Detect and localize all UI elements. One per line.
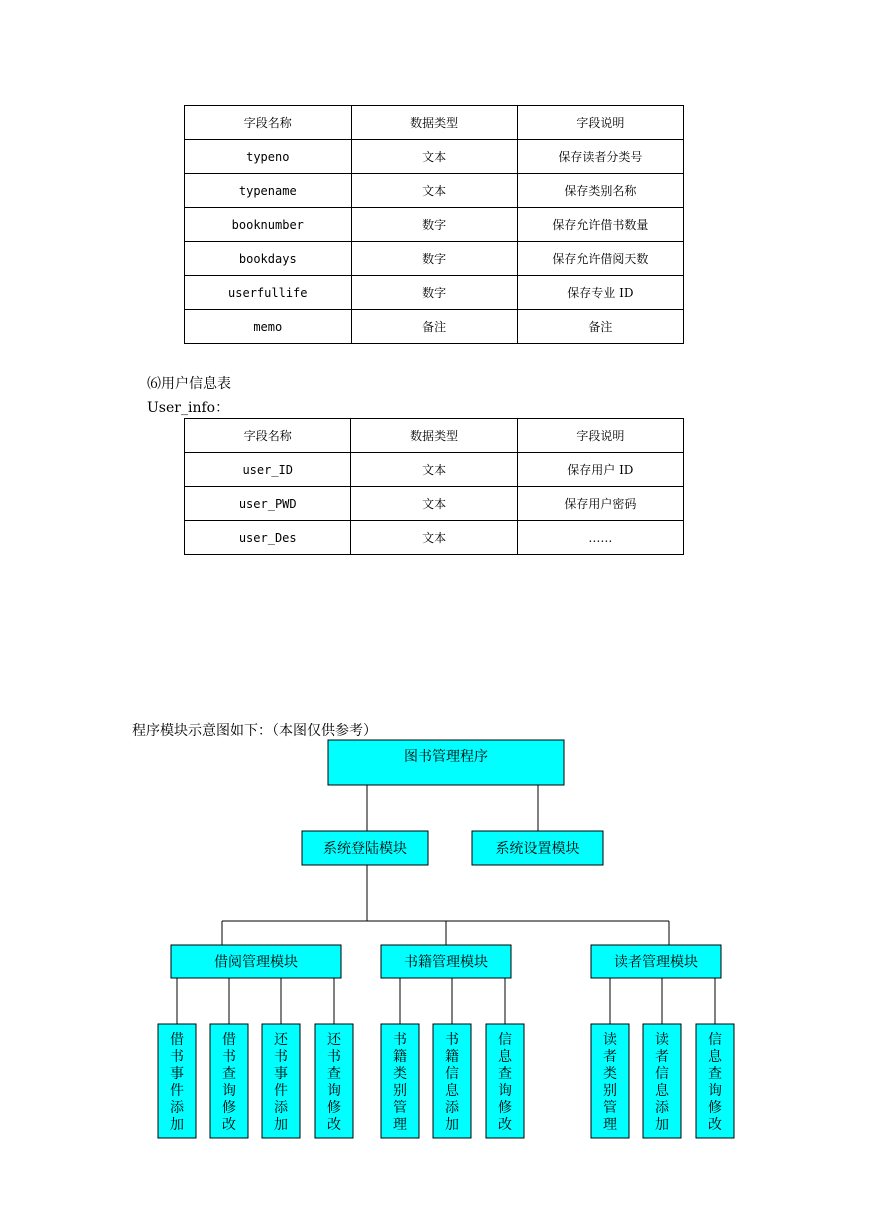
leaf-module-label: 借书查询修改 <box>222 1032 236 1133</box>
leaf-module-box <box>486 1024 524 1138</box>
leaf-module-box <box>643 1024 681 1138</box>
field-name-cell: bookdays <box>185 242 352 276</box>
header-cell: 字段名称 <box>185 106 352 140</box>
leaf-module-box <box>262 1024 300 1138</box>
data-type-cell: 文本 <box>351 453 517 487</box>
leaf-module-box <box>696 1024 734 1138</box>
settings-module-box-label: 系统设置模块 <box>495 841 580 857</box>
header-cell: 字段说明 <box>517 419 683 453</box>
reader-module-box-label: 读者管理模块 <box>614 954 698 971</box>
data-type-cell: 数字 <box>351 242 517 276</box>
header-cell: 数据类型 <box>351 419 517 453</box>
header-cell: 字段名称 <box>185 419 351 453</box>
data-type-cell: 备注 <box>351 310 517 344</box>
leaf-module-box <box>433 1024 471 1138</box>
leaf-module-label: 书籍信息添加 <box>445 1032 459 1133</box>
leaf-module-label: 还书查询修改 <box>327 1032 341 1133</box>
description-cell: 备注 <box>517 310 683 344</box>
field-name-cell: userfullife <box>185 276 352 310</box>
section-heading: ⑹用户信息表 <box>147 376 231 392</box>
field-name-cell: typeno <box>185 140 352 174</box>
data-type-cell: 文本 <box>351 487 517 521</box>
leaf-module-box <box>158 1024 196 1138</box>
description-cell: 保存用户 ID <box>517 453 683 487</box>
description-cell: 保存读者分类号 <box>517 140 683 174</box>
data-type-cell: 数字 <box>351 276 517 310</box>
leaf-module-label: 书籍类别管理 <box>393 1032 407 1133</box>
description-cell: 保存允许借书数量 <box>517 208 683 242</box>
field-name-cell: memo <box>185 310 352 344</box>
leaf-module-box <box>315 1024 353 1138</box>
leaf-module-label: 信息查询修改 <box>708 1032 722 1133</box>
description-cell: 保存用户密码 <box>517 487 683 521</box>
table-name-label: User_info： <box>147 400 230 416</box>
header-cell: 数据类型 <box>351 106 517 140</box>
leaf-module-box <box>591 1024 629 1138</box>
field-name-cell: user_ID <box>185 453 351 487</box>
leaf-module-box <box>381 1024 419 1138</box>
login-module-box <box>302 831 428 865</box>
settings-module-box <box>472 831 603 865</box>
description-cell: …… <box>517 521 683 555</box>
diagram-caption: 程序模块示意图如下：（本图仅供参考） <box>132 723 377 739</box>
reader-module-box <box>591 945 721 978</box>
data-type-cell: 文本 <box>351 521 517 555</box>
field-name-cell: typename <box>185 174 352 208</box>
book-module-box <box>381 945 511 978</box>
borrow-module-box-label: 借阅管理模块 <box>214 954 298 971</box>
header-cell: 字段说明 <box>517 106 683 140</box>
leaf-module-label: 还书事件添加 <box>274 1032 288 1133</box>
data-type-cell: 文本 <box>351 140 517 174</box>
leaf-module-box <box>210 1024 248 1138</box>
data-type-cell: 文本 <box>351 174 517 208</box>
login-module-box-label: 系统登陆模块 <box>323 841 407 857</box>
root-module-box <box>328 740 564 785</box>
description-cell: 保存专业 ID <box>517 276 683 310</box>
description-cell: 保存类别名称 <box>517 174 683 208</box>
root-module-box-label: 图书管理程序 <box>404 749 488 765</box>
leaf-module-label: 读者信息添加 <box>655 1032 669 1133</box>
leaf-module-label: 读者类别管理 <box>603 1032 617 1133</box>
leaf-module-label: 信息查询修改 <box>498 1032 512 1133</box>
borrow-module-box <box>171 945 341 978</box>
leaf-module-label: 借书事件添加 <box>170 1032 184 1133</box>
field-name-cell: user_Des <box>185 521 351 555</box>
book-module-box-label: 书籍管理模块 <box>404 954 488 971</box>
data-type-cell: 数字 <box>351 208 517 242</box>
connector-lines <box>177 785 715 1024</box>
field-name-cell: booknumber <box>185 208 352 242</box>
field-name-cell: user_PWD <box>185 487 351 521</box>
description-cell: 保存允许借阅天数 <box>517 242 683 276</box>
